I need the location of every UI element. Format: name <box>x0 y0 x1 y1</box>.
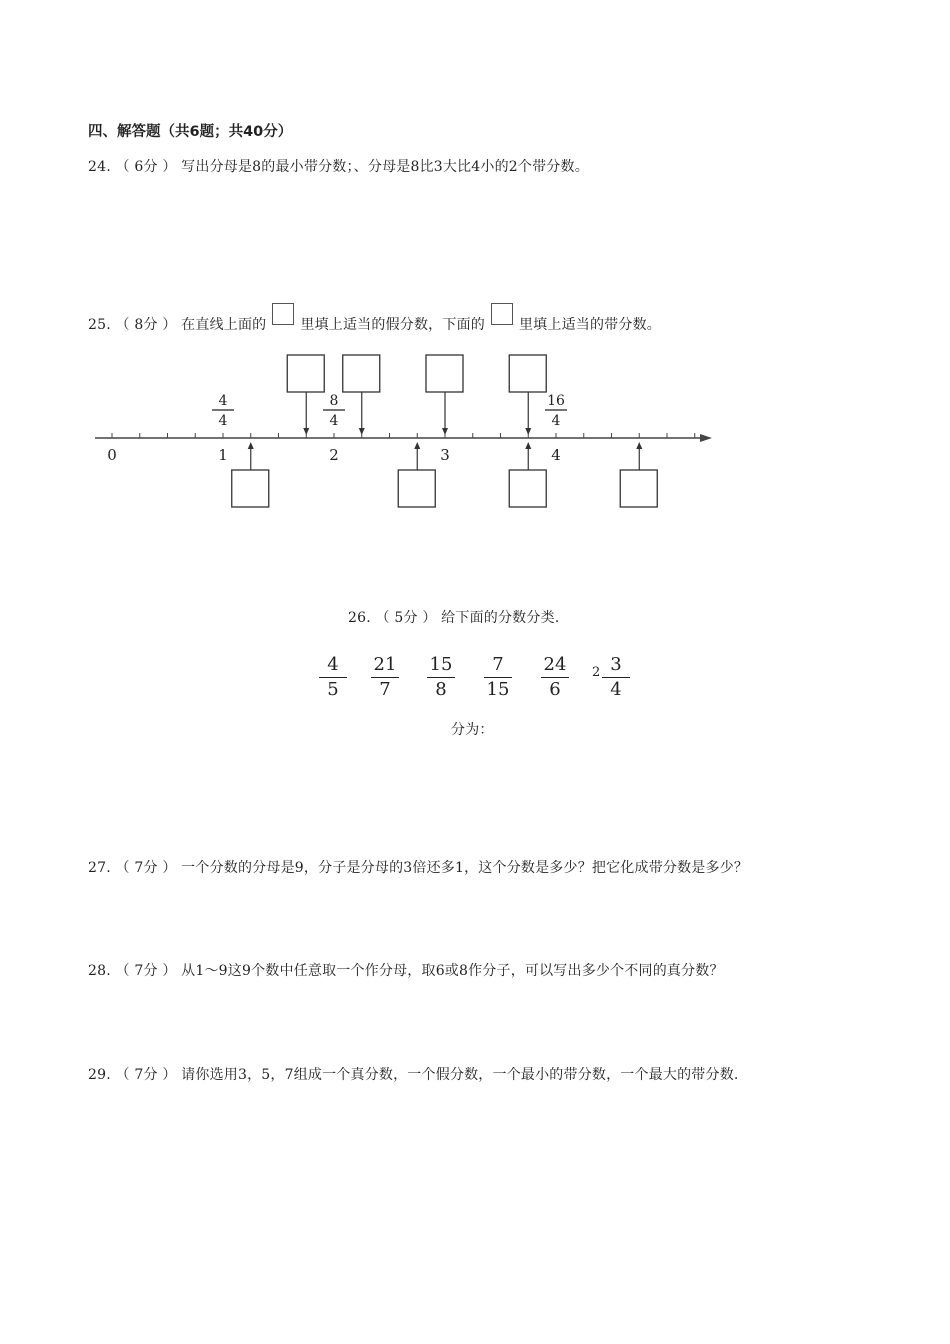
question-28: 28. （ 7分 ） 从1～9这9个数中任意取一个作分母，取6或8作分子，可以写出多少个不同的真分数？ <box>88 963 724 979</box>
answer-box <box>232 470 269 507</box>
fraction-bar <box>371 677 399 678</box>
fraction-bar <box>602 677 630 678</box>
classify-result-label: 分为： <box>451 722 494 738</box>
fraction-numerator: 21 <box>373 654 397 675</box>
fraction-denominator: 4 <box>218 413 228 429</box>
answer-box <box>398 470 435 507</box>
fraction-numerator: 24 <box>543 654 567 675</box>
arrow-down-icon <box>442 428 448 435</box>
fraction-denominator: 4 <box>610 679 622 700</box>
question-25 <box>88 313 661 335</box>
fraction-numerator: 4 <box>327 654 339 675</box>
number-line-figure <box>0 340 950 520</box>
tick-label: 3 <box>440 446 450 464</box>
fraction-item <box>596 654 636 701</box>
fraction-denominator: 8 <box>435 679 447 700</box>
fraction-numerator: 4 <box>218 393 228 409</box>
question-29: 29. （ 7分 ） 请你选用3，5，7组成一个真分数，一个假分数，一个最小的带分数，一个最大的带分数. <box>88 1067 739 1083</box>
fraction-item <box>478 654 518 701</box>
question-25-part2: 里填上适当的假分数，下面的 <box>300 317 485 333</box>
question-27: 27. （ 7分 ） 一个分数的分母是9，分子是分母的3倍还多1，这个分数是多少？把它化成带分数是多少？ <box>88 860 749 876</box>
mixed-number-whole: 2 <box>592 665 601 680</box>
fraction-item <box>535 654 575 701</box>
arrow-right-icon <box>700 434 712 442</box>
question-25-part1: 25. （ 8分 ） 在直线上面的 <box>88 317 267 333</box>
fraction-denominator: 15 <box>486 679 510 700</box>
fraction-denominator: 4 <box>329 413 339 429</box>
fraction-item <box>365 654 405 701</box>
arrow-down-icon <box>525 428 531 435</box>
fraction-denominator: 4 <box>551 413 561 429</box>
fraction-numerator: 15 <box>429 654 453 675</box>
arrow-down-icon <box>303 428 309 435</box>
section-title: 四、解答题（共6题；共40分） <box>88 124 293 140</box>
answer-box <box>287 355 324 392</box>
answer-box-icon <box>272 303 294 325</box>
fraction-bar <box>541 677 569 678</box>
fraction-numerator: 16 <box>547 393 565 409</box>
answer-box <box>509 355 546 392</box>
fraction-denominator: 6 <box>549 679 561 700</box>
fraction-bar <box>319 677 347 678</box>
answer-box <box>426 355 463 392</box>
answer-box-icon <box>491 303 513 325</box>
tick-label: 2 <box>329 446 339 464</box>
question-24: 24. （ 6分 ） 写出分母是8的最小带分数；、分母是8比3大比4小的2个带分数。 <box>88 159 589 175</box>
fraction-list <box>0 650 950 710</box>
tick-label: 4 <box>551 446 561 464</box>
tick-label: 0 <box>107 446 117 464</box>
fraction-item <box>313 654 353 701</box>
fraction-bar <box>427 677 455 678</box>
tick-label: 1 <box>218 446 228 464</box>
answer-box <box>343 355 380 392</box>
fraction-numerator: 3 <box>610 654 622 675</box>
fraction-bar <box>484 677 512 678</box>
question-26: 26. （ 5分 ） 给下面的分数分类. <box>348 610 560 626</box>
question-25-part3: 里填上适当的带分数。 <box>518 317 661 333</box>
answer-box <box>620 470 657 507</box>
fraction-item <box>421 654 461 701</box>
fraction-numerator: 8 <box>329 393 339 409</box>
answer-box <box>509 470 546 507</box>
fraction-denominator: 5 <box>327 679 339 700</box>
fraction-denominator: 7 <box>379 679 391 700</box>
arrow-down-icon <box>359 428 365 435</box>
fraction-numerator: 7 <box>492 654 504 675</box>
